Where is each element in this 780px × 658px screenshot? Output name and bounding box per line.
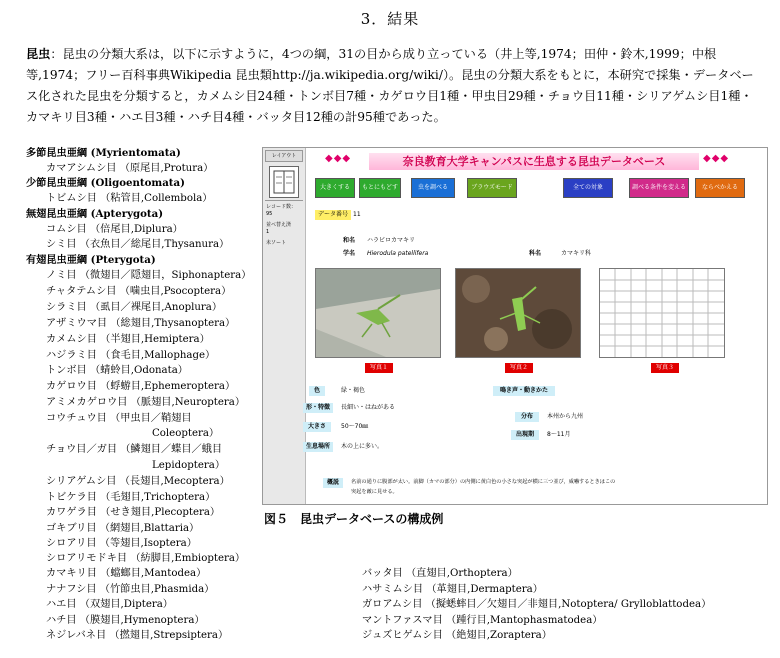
gakumei-label: 学名 <box>343 250 356 257</box>
class-item: トビケラ目 （毛翅目,Trichoptera） <box>46 492 216 503</box>
class-item: アミメカゲロウ目 （脈翅目,Neuroptera） <box>46 397 246 408</box>
class-item: シリアゲムシ目 （長翅目,Mecoptera） <box>46 476 230 487</box>
class-item: ハチ目 （膜翅目,Hymenoptera） <box>46 615 205 626</box>
size-value: 50〜70㎜ <box>341 423 369 430</box>
notes-label: 概説 <box>323 478 343 488</box>
nav-button-sort[interactable]: ならべかえる <box>695 178 745 198</box>
photo-tag-2[interactable]: 写真２ <box>505 363 533 373</box>
diamond-decoration: ◆◆◆ <box>325 153 352 164</box>
class-item: ガロアムシ目 （擬蟋蟀目／欠翅目／非翅目,Notoptera/ Grylloblattodea） <box>362 599 712 610</box>
diamond-decoration: ◆◆◆ <box>703 153 730 164</box>
nav-button-change-conditions[interactable]: 調べる条件を変える <box>629 178 689 198</box>
class-item: ハエ目 （双翅目,Diptera） <box>46 599 173 610</box>
class-item: ゴキブリ目 （網翅目,Blattaria） <box>46 523 200 534</box>
habitat-label: 生息場所 <box>303 442 333 452</box>
intro-text: ：昆虫の分類大系は，以下に示すように，4つの綱，31の目から成り立っている（井上等,1974；田仲・鈴木,1999；中根等,1974；フリー百科事典Wikipedia 昆虫類http://ja.wikipedia.org/wiki/）。昆虫の分類大系をもとに，本研究で採集・データベース化された昆虫を分類すると，カメムシ目24種・トンボ目7種・カゲロウ目1種・甲虫目29種・チョウ目11種・シリアゲムシ目1種・カマキリ目3種・ハエ目3種・ハチ目4種・バッタ目12種の計95種であった。 <box>26 47 754 124</box>
wamei-label: 和名 <box>343 237 356 244</box>
intro-paragraph <box>26 44 761 128</box>
class-item: コウチュウ目 （甲虫目／鞘翅目 <box>46 413 192 424</box>
insect-photo-3-placeholder <box>599 268 725 358</box>
distribution-value: 本州から九州 <box>547 413 584 420</box>
class-item: コムシ目 （倍尾目,Diplura） <box>46 224 183 235</box>
class-item: バッタ目 （直翅目,Orthoptera） <box>362 568 518 579</box>
class-item: 有翅昆虫亜綱 (Pterygota) <box>26 254 156 266</box>
data-number-label: データ番号 <box>315 210 351 220</box>
class-item: カマキリ目 （蟷螂目,Mantodea） <box>46 568 207 579</box>
class-item: ジュズヒゲムシ目 （絶翅目,Zoraptera） <box>362 630 552 641</box>
color-label: 色 <box>309 386 325 396</box>
habitat-value: 木の上に多い。 <box>341 443 384 450</box>
record-count-label: レコード数： <box>266 204 297 210</box>
database-title: 奈良教育大学キャンパスに生息する昆虫データベース <box>369 153 699 170</box>
class-item: シラミ目 （虱目／裸尾目,Anoplura） <box>46 302 223 313</box>
class-item: チャタテムシ目 （噛虫目,Psocoptera） <box>46 286 232 297</box>
feature-label: 形・特徴 <box>303 403 333 413</box>
class-item: ネジレバネ目 （撚翅目,Strepsiptera） <box>46 630 229 641</box>
nav-button-enlarge[interactable]: 大きくする <box>315 178 355 198</box>
data-number-value: 11 <box>353 211 361 218</box>
class-item: カワゲラ目 （せき翅目,Plecoptera） <box>46 507 221 518</box>
class-item: 無翅昆虫亜綱 (Apterygota) <box>26 208 164 220</box>
class-item: チョウ目／ガ目 （鱗翅目／蝶目／蛾目 <box>46 444 223 455</box>
class-item: ナナフシ目 （竹節虫目,Phasmida） <box>46 584 215 595</box>
photo-tag-1[interactable]: 写真１ <box>365 363 393 373</box>
class-item: アザミウマ目 （総翅目,Thysanoptera） <box>46 318 236 329</box>
class-item: 多節昆虫亜綱 (Myrientomata) <box>26 147 181 159</box>
gakumei-value: Hierodula patellifera <box>367 250 429 257</box>
insect-photo-1 <box>315 268 441 358</box>
book-icon <box>269 166 299 198</box>
season-label: 出現期 <box>511 430 539 440</box>
database-screenshot-figure <box>262 147 768 505</box>
nav-button-all[interactable]: 全ての対象 <box>563 178 613 198</box>
color-value: 緑・褐色 <box>341 387 366 394</box>
layout-button[interactable]: レイアウト <box>265 150 303 162</box>
unsorted-label: 未ソート <box>266 240 287 246</box>
class-item: ハジラミ目 （食毛目,Mallophage） <box>46 350 216 361</box>
nav-button-browse[interactable]: ブラウズモード <box>467 178 517 198</box>
nav-button-search[interactable]: 虫を調べる <box>411 178 455 198</box>
class-item: カメムシ目 （半翅目,Hemiptera） <box>46 334 210 345</box>
class-item: Coleoptera） <box>152 428 220 439</box>
class-item: Lepidoptera） <box>152 460 226 471</box>
class-item: ハサミムシ目 （革翅目,Dermaptera） <box>362 584 543 595</box>
figure-caption: 図５ 昆虫データベースの構成例 <box>264 512 444 526</box>
class-item: 少節昆虫亜綱 (Oligoentomata) <box>26 177 185 189</box>
intro-term: 昆虫 <box>26 47 51 61</box>
section-heading: 3．結果 <box>360 10 420 28</box>
class-item: シロアリモドキ目 （紡脚目,Embioptera） <box>46 553 246 564</box>
class-item: カゲロウ目 （蜉蝣目,Ephemeroptera） <box>46 381 236 392</box>
distribution-label: 分布 <box>515 412 539 422</box>
ka-label: 科名 <box>529 250 542 257</box>
ka-value: カマキリ科 <box>561 250 592 257</box>
nav-button-reset[interactable]: もとにもどす <box>359 178 401 198</box>
season-value: 8〜11月 <box>547 431 571 438</box>
class-item: カマアシムシ目 （原尾目,Protura） <box>46 163 214 174</box>
insect-photo-2 <box>455 268 581 358</box>
wamei-value: ハラビロカマキリ <box>367 237 416 244</box>
photo-tag-3[interactable]: 写真３ <box>651 363 679 373</box>
class-item: シミ目 （衣魚目／総尾目,Thysanura） <box>46 239 230 250</box>
side-menu <box>263 148 306 504</box>
class-item: トンボ目 （蜻蛉目,Odonata） <box>46 365 188 376</box>
sort-value: 1 <box>266 229 270 235</box>
class-item: トビムシ目 （粘管目,Collembola） <box>46 193 213 204</box>
sort-label: 並べ替え済 <box>266 222 292 228</box>
class-item: シロアリ目 （等翅目,Isoptera） <box>46 538 197 549</box>
feature-value: 長細い・はねがある <box>341 404 396 411</box>
sound-label: 鳴き声・動きかた <box>493 386 555 396</box>
class-item: ノミ目 （微翅目／隠翅目，Siphonaptera） <box>46 270 252 281</box>
notes-line-1: 名前の通りに腹部が太い。前脚（カマの部分）の内側に黄白色の小さな突起が横に三つ並び，威嚇するときはこの <box>351 479 616 485</box>
size-label: 大きさ <box>303 422 331 432</box>
class-item: マントファスマ目 （踵行目,Mantophasmatodea） <box>362 615 603 626</box>
record-count-value: 95 <box>266 211 273 217</box>
notes-line-2: 突起を敵に見せる。 <box>351 489 398 495</box>
